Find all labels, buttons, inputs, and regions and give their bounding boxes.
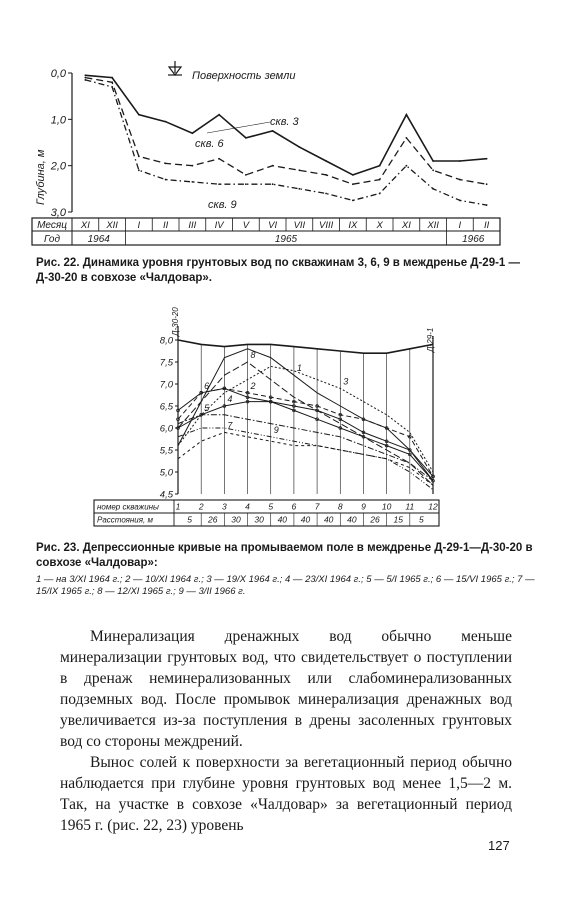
fig23-y-tick-label: 8,0: [159, 335, 173, 347]
fig23-right-drain: Д-29-1: [426, 327, 435, 352]
data-point: [325, 193, 327, 195]
series-line-3: [85, 80, 486, 205]
fig22-month-label: IX: [348, 220, 358, 231]
fig23-well-number: 12: [428, 501, 438, 512]
figure-23-chart: [90, 300, 450, 530]
paragraph-2: Вынос солей к поверхности за вегетационный период обычно наблюдается при глубине уровня грунтовых вод менее 1,5—2 м. Так, на участке в совхозе «Чалдовар» за вегетационный период 1965 г. (рис. 22, 23) уровень: [60, 754, 512, 834]
fig23-left-drain: Д-30-20: [171, 307, 180, 336]
data-point: [352, 200, 354, 202]
data-point: [486, 158, 488, 160]
fig23-distance: 26: [370, 514, 380, 525]
fig22-label-skv6: скв. 6: [195, 138, 224, 150]
fig23-distance: 15: [393, 514, 403, 525]
fig23-distance: 30: [231, 514, 241, 525]
data-point: [191, 181, 193, 183]
data-point: [298, 146, 300, 148]
fig23-legend: 1 — на 3/XI 1964 г.; 2 — 10/XI 1964 г.; 3 — 19/X 1964 г.; 4 — 23/XI 1964 г.; 5 — 5/I 1965 г.; 6 — 15/VI 1965 г.; 7 — 15/IX 1965 г.; 8 — 12/XI 1965 г.; 9 — 3/II 1966 г.: [36, 574, 535, 597]
data-point: [405, 137, 407, 139]
fig23-distance: 40: [323, 514, 334, 525]
data-point: [459, 179, 461, 181]
curve-9: [178, 428, 433, 490]
fig23-well-number: 3: [221, 501, 227, 512]
data-point: [165, 179, 167, 181]
fig23-well-number: 7: [314, 501, 320, 512]
fig22-axes: [50, 68, 72, 219]
fig23-well-number: 6: [291, 501, 297, 512]
curve-5: [178, 415, 433, 481]
fig23-y-tick-label: 7,0: [159, 379, 173, 391]
data-point: [111, 81, 113, 83]
fig23-y-tick-label: 6,0: [159, 423, 173, 435]
fig23-well-number: 9: [361, 501, 366, 512]
fig23-y-tick-label: 5,5: [159, 445, 173, 457]
fig23-dist-header: Расстояния, м: [97, 515, 153, 525]
curve-number-label: 8: [250, 350, 256, 360]
curve-number-label: 5: [204, 402, 210, 413]
fig22-label-skv9: скв. 9: [208, 199, 237, 211]
fig23-well-number: 4: [245, 501, 250, 512]
data-point: [405, 114, 407, 116]
fig22-label-skv3: скв. 3: [270, 116, 299, 128]
data-point: [218, 158, 220, 160]
fig23-caption: Рис. 23. Депрессионные кривые на промываемом поле в междренье Д-29-1—Д-30-20 в совхозе «Чалдовар»:: [36, 542, 533, 569]
data-point: [298, 169, 300, 171]
fig23-well-number: 10: [381, 501, 392, 512]
fig23-distance: 5: [419, 514, 424, 525]
data-point: [459, 200, 461, 202]
data-point: [432, 160, 434, 162]
fig22-y-tick-label: 3,0: [50, 207, 66, 219]
data-point: [84, 79, 86, 81]
data-point: [165, 121, 167, 123]
body-text: [60, 626, 512, 836]
fig22-month-label: VII: [293, 220, 306, 231]
curve-7: [178, 432, 433, 485]
data-point: [379, 193, 381, 195]
data-point: [352, 183, 354, 185]
data-point: [138, 114, 140, 116]
fig22-y-tick-label: 0,0: [50, 68, 66, 80]
fig22-month-label: IV: [214, 220, 224, 231]
fig22-month-label: X: [376, 220, 383, 231]
data-point: [459, 160, 461, 162]
data-point: [191, 165, 193, 167]
figure-22-chart: [30, 55, 510, 255]
data-point: [405, 165, 407, 167]
fig22-month-label: II: [162, 220, 169, 231]
fig22-year-header: Год: [44, 234, 60, 245]
fig22-ylabel: Глубина, м: [35, 149, 47, 205]
fig22-month-label: I: [137, 220, 141, 231]
fig22-month-label: VI: [268, 220, 278, 231]
fig22-year-label: 1966: [462, 234, 485, 245]
data-point: [325, 160, 327, 162]
data-point: [165, 162, 167, 164]
data-point: [245, 137, 247, 139]
fig23-y-tick-label: 6,5: [159, 401, 173, 413]
curve-number-label: 1: [296, 363, 302, 374]
data-point: [191, 132, 193, 134]
fig22-year-label: 1965: [274, 234, 298, 245]
curve-number-label: 3: [343, 376, 349, 387]
curve-4: [178, 402, 433, 477]
fig22-month-label: I: [458, 220, 462, 231]
data-point: [111, 86, 113, 88]
fig23-well-number: 8: [337, 501, 343, 512]
fig22-caption: Рис. 22. Динамика уровня грунтовых вод по скважинам 3, 6, 9 в междренье Д-29-1 — Д-30-20 в совхозе «Чалдовар».: [36, 257, 521, 284]
data-point: [272, 183, 274, 185]
data-point: [486, 204, 488, 206]
fig22-y-tick-label: 2,0: [50, 160, 66, 173]
data-point: [352, 174, 354, 176]
data-point: [84, 77, 86, 79]
fig23-well-header: номер скважины: [97, 502, 159, 512]
fig22-month-label: XI: [80, 220, 90, 231]
fig23-distance: 40: [277, 514, 288, 525]
fig23-well-number: 1: [175, 501, 181, 512]
page-number: 127: [488, 838, 510, 853]
fig23-distance: 40: [347, 514, 357, 525]
fig22-y-tick-label: 1,0: [50, 114, 66, 127]
fig22-lines: [84, 74, 487, 206]
fig23-distance: 26: [208, 514, 218, 525]
fig22-month-label: V: [242, 220, 250, 231]
data-point: [379, 179, 381, 181]
fig23-distance: 5: [187, 514, 192, 525]
data-point: [138, 169, 140, 171]
data-point: [245, 174, 247, 176]
surface-marker-icon: [168, 61, 182, 75]
curve-number-label: 9: [273, 424, 279, 435]
curve-number-label: 4: [227, 394, 233, 404]
fig22-year-label: 1964: [87, 234, 110, 245]
fig23-lines: [177, 340, 435, 490]
fig22-table: [32, 218, 500, 245]
curve-number-label: 7: [227, 420, 233, 431]
fig23-y-tick-label: 5,0: [159, 467, 173, 479]
curve-8: [178, 362, 433, 485]
data-point: [272, 130, 274, 132]
fig23-distance: 40: [300, 514, 311, 525]
fig23-distance: 30: [254, 514, 264, 525]
data-point: [218, 114, 220, 116]
data-point: [432, 188, 434, 190]
data-point: [432, 169, 434, 171]
fig23-y-tick-label: 4,5: [159, 489, 173, 501]
data-point: [84, 74, 86, 76]
data-point: [325, 174, 327, 176]
data-point: [111, 77, 113, 79]
paragraph-1: Минерализация дренажных вод обычно меньше минерализации грунтовых вод, что свидетельствует о поступлении в дренаж неминерализованных или слабоминерализованных подземных вод. После промывок минерализация дренажных вод увеличивается из-за поступления в дрены засоленных грунтовых вод со стороны междрений.: [60, 628, 512, 750]
fig23-well-number: 2: [198, 501, 204, 512]
fig22-surface-label: Поверхность земли: [192, 70, 296, 82]
fig22-month-label: III: [188, 220, 197, 231]
curve-3: [178, 366, 433, 472]
data-point: [379, 165, 381, 167]
data-point: [298, 188, 300, 190]
fig22-month-label: XII: [106, 220, 118, 231]
fig23-well-number: 5: [268, 501, 274, 512]
curve-number-label: 2: [250, 380, 256, 391]
fig22-month-label: XI: [401, 220, 411, 231]
fig22-month-label: II: [483, 220, 490, 231]
fig22-month-label: XII: [427, 220, 439, 231]
fig22-month-header: Месяц: [37, 220, 67, 231]
ground-surface-line: [178, 340, 433, 353]
data-point: [272, 165, 274, 167]
fig23-well-number: 11: [405, 501, 415, 512]
data-point: [218, 183, 220, 185]
data-point: [245, 183, 247, 185]
curve-number-label: 6: [204, 380, 210, 391]
series-line-2: [85, 78, 486, 185]
fig23-y-tick-label: 7,5: [159, 357, 173, 369]
data-point: [486, 183, 488, 185]
curve-6: [178, 388, 433, 480]
fig22-month-label: VIII: [318, 220, 334, 231]
data-point: [138, 156, 140, 158]
fig23-table: [94, 500, 439, 526]
